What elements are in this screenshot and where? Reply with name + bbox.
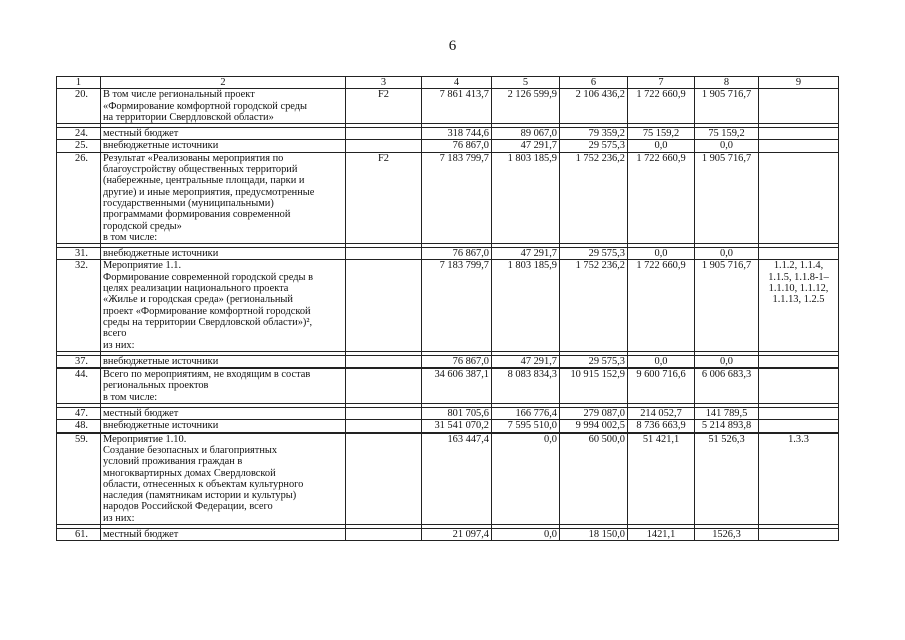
column-header: 9	[759, 77, 839, 89]
amount-cell: 34 606 387,1	[422, 368, 492, 403]
amount-cell: 1 803 185,9	[492, 152, 560, 243]
table-row	[57, 128, 839, 140]
amount-cell: 47 291,7	[492, 355, 560, 368]
row-name-line: в том числе:	[103, 231, 158, 243]
target-ref-cell	[759, 420, 839, 433]
amount-cell: 0,0	[492, 528, 560, 540]
amount-cell: 1 722 660,9	[628, 260, 695, 351]
row-number: 59.	[57, 433, 101, 525]
amount-cell: 29 575,3	[560, 248, 628, 260]
table-row	[57, 528, 839, 540]
row-code	[346, 355, 422, 368]
row-name-line: в том числе:	[103, 391, 158, 403]
row-code	[346, 248, 422, 260]
amount-cell: 214 052,7	[628, 408, 695, 420]
row-name-line: из них:	[103, 339, 135, 351]
amount-cell: 1 905 716,7	[695, 260, 759, 351]
row-number: 31.	[57, 248, 101, 260]
amount-cell: 8 736 663,9	[628, 420, 695, 433]
row-name	[101, 408, 346, 420]
column-header: 6	[560, 77, 628, 89]
table-row	[57, 408, 839, 420]
amount-cell: 7 595 510,0	[492, 420, 560, 433]
amount-cell: 1421,1	[628, 528, 695, 540]
amount-cell: 10 915 152,9	[560, 368, 628, 403]
table-row	[57, 89, 839, 124]
table-row	[57, 260, 839, 351]
row-code	[346, 433, 422, 525]
row-name-line: программами формирования современной	[103, 209, 291, 221]
amount-cell: 47 291,7	[492, 248, 560, 260]
amount-cell: 89 067,0	[492, 128, 560, 140]
row-code: F2	[346, 89, 422, 124]
target-ref-cell	[759, 433, 839, 525]
row-name-line: из них:	[103, 512, 135, 524]
target-ref-line: 1.1.13, 1.2.5	[772, 294, 825, 306]
amount-cell: 0,0	[695, 355, 759, 368]
amount-cell: 0,0	[695, 248, 759, 260]
row-name-line: местный бюджет	[103, 528, 179, 540]
amount-cell: 801 705,6	[422, 408, 492, 420]
column-header: 3	[346, 77, 422, 89]
row-name-line: другие) и иные мероприятия, предусмотренные	[103, 186, 315, 198]
row-name-line: многоквартирных домах Свердловской	[103, 467, 276, 479]
row-number: 37.	[57, 355, 101, 368]
target-ref-cell	[759, 140, 839, 152]
row-name-line: народов Российской Федерации, всего	[103, 501, 273, 513]
target-ref-line: 1.1.5, 1.1.8-1–	[768, 271, 829, 283]
table-row	[57, 355, 839, 368]
row-number: 26.	[57, 152, 101, 243]
amount-cell: 7 861 413,7	[422, 89, 492, 124]
target-ref-cell	[759, 408, 839, 420]
page-number: 6	[448, 38, 457, 54]
row-code	[346, 128, 422, 140]
target-ref-cell	[759, 355, 839, 368]
target-ref-line: 1.1.2, 1.1.4,	[773, 260, 824, 272]
target-ref-line: 1.1.10, 1.1.12,	[768, 283, 829, 295]
row-name-line: местный бюджет	[103, 408, 179, 420]
table-row	[57, 420, 839, 433]
amount-cell: 0,0	[628, 248, 695, 260]
amount-cell: 7 183 799,7	[422, 260, 492, 351]
amount-cell: 9 994 002,5	[560, 420, 628, 433]
amount-cell: 47 291,7	[492, 140, 560, 152]
row-name-line: региональных проектов	[103, 380, 209, 392]
amount-cell: 318 744,6	[422, 128, 492, 140]
target-ref-cell	[759, 528, 839, 540]
row-name	[101, 355, 346, 368]
amount-cell: 29 575,3	[560, 140, 628, 152]
row-number: 44.	[57, 368, 101, 403]
amount-cell: 1 752 236,2	[560, 260, 628, 351]
table-body	[57, 77, 839, 541]
row-name-line: «Жилье и городская среда» (региональный	[103, 294, 293, 306]
amount-cell: 60 500,0	[560, 433, 628, 525]
row-name	[101, 368, 346, 403]
row-name-line: «Формирование комфортной городской среды	[103, 100, 308, 112]
amount-cell: 0,0	[695, 140, 759, 152]
row-code: F2	[346, 152, 422, 243]
amount-cell: 76 867,0	[422, 140, 492, 152]
amount-cell: 141 789,5	[695, 408, 759, 420]
row-number: 32.	[57, 260, 101, 351]
amount-cell: 9 600 716,6	[628, 368, 695, 403]
amount-cell: 279 087,0	[560, 408, 628, 420]
row-name-line: внебюджетные источники	[103, 355, 219, 367]
amount-cell: 8 083 834,3	[492, 368, 560, 403]
row-code	[346, 140, 422, 152]
budget-table	[56, 76, 839, 541]
row-code	[346, 420, 422, 433]
row-name-line: внебюджетные источники	[103, 248, 219, 260]
amount-cell: 0,0	[628, 140, 695, 152]
amount-cell: 76 867,0	[422, 355, 492, 368]
column-header: 2	[101, 77, 346, 89]
column-header: 8	[695, 77, 759, 89]
row-code	[346, 528, 422, 540]
table-row	[57, 248, 839, 260]
amount-cell: 166 776,4	[492, 408, 560, 420]
row-name-line: среды на территории Свердловской области»)²,	[103, 316, 313, 328]
row-name-line: внебюджетные источники	[103, 420, 219, 432]
row-number: 20.	[57, 89, 101, 124]
row-name	[101, 260, 346, 351]
amount-cell: 75 159,2	[628, 128, 695, 140]
target-ref-cell	[759, 152, 839, 243]
amount-cell: 2 126 599,9	[492, 89, 560, 124]
row-code	[346, 368, 422, 403]
row-name	[101, 420, 346, 433]
amount-cell: 163 447,4	[422, 433, 492, 525]
amount-cell: 31 541 070,2	[422, 420, 492, 433]
amount-cell: 0,0	[628, 355, 695, 368]
target-ref-cell	[759, 128, 839, 140]
row-name-line: области, отнесенных к объектам культурного	[103, 478, 304, 490]
column-header: 7	[628, 77, 695, 89]
table-row	[57, 140, 839, 152]
row-name-line: Всего по мероприятиям, не входящим в состав	[103, 369, 311, 381]
amount-cell: 51 526,3	[695, 433, 759, 525]
amount-cell: 29 575,3	[560, 355, 628, 368]
row-name	[101, 89, 346, 124]
row-name	[101, 140, 346, 152]
amount-cell: 2 106 436,2	[560, 89, 628, 124]
row-code	[346, 260, 422, 351]
row-name-line: Мероприятие 1.1.	[103, 260, 182, 272]
row-number: 47.	[57, 408, 101, 420]
column-header: 1	[57, 77, 101, 89]
row-name-line: благоустройству общественных территорий	[103, 164, 298, 176]
target-ref-cell	[759, 368, 839, 403]
row-name	[101, 528, 346, 540]
row-name-line: целях реализации национального проекта	[103, 283, 289, 295]
table-row	[57, 368, 839, 403]
row-name-line: Создание безопасных и благоприятных	[103, 444, 278, 456]
row-name	[101, 433, 346, 525]
row-name-line: условий проживания граждан в	[103, 456, 243, 468]
table-header-row	[57, 77, 839, 89]
row-name-line: на территории Свердловской области»	[103, 111, 274, 123]
table-row	[57, 152, 839, 243]
row-name-line: (набережные, центральные площади, парки и	[103, 175, 305, 187]
amount-cell: 76 867,0	[422, 248, 492, 260]
amount-cell: 0,0	[492, 433, 560, 525]
amount-cell: 1 722 660,9	[628, 89, 695, 124]
row-name	[101, 128, 346, 140]
column-header: 5	[492, 77, 560, 89]
amount-cell: 1 752 236,2	[560, 152, 628, 243]
amount-cell: 1526,3	[695, 528, 759, 540]
row-name-line: Результат «Реализованы мероприятия по	[103, 152, 284, 164]
target-ref-cell	[759, 248, 839, 260]
target-ref-cell	[759, 89, 839, 124]
amount-cell: 5 214 893,8	[695, 420, 759, 433]
amount-cell: 18 150,0	[560, 528, 628, 540]
row-name-line: наследия (памятникам истории и культуры)	[103, 490, 297, 502]
row-number: 24.	[57, 128, 101, 140]
row-number: 48.	[57, 420, 101, 433]
target-ref-line: 1.3.3	[788, 433, 809, 445]
row-name	[101, 248, 346, 260]
row-name	[101, 152, 346, 243]
row-name-line: В том числе региональный проект	[103, 89, 255, 101]
row-name-line: проект «Формирование комфортной городской	[103, 305, 311, 317]
row-name-line: внебюджетные источники	[103, 140, 219, 152]
amount-cell: 1 905 716,7	[695, 152, 759, 243]
row-name-line: государственными (муниципальными)	[103, 197, 274, 209]
row-name-line: всего	[103, 328, 127, 340]
amount-cell: 75 159,2	[695, 128, 759, 140]
amount-cell: 7 183 799,7	[422, 152, 492, 243]
table-row	[57, 433, 839, 525]
amount-cell: 1 905 716,7	[695, 89, 759, 124]
row-number: 61.	[57, 528, 101, 540]
target-ref-cell	[759, 260, 839, 351]
row-name-line: местный бюджет	[103, 128, 179, 140]
amount-cell: 1 803 185,9	[492, 260, 560, 351]
row-name-line: Мероприятие 1.10.	[103, 433, 187, 445]
row-number: 25.	[57, 140, 101, 152]
amount-cell: 21 097,4	[422, 528, 492, 540]
amount-cell: 1 722 660,9	[628, 152, 695, 243]
amount-cell: 51 421,1	[628, 433, 695, 525]
row-name-line: городской среды»	[103, 220, 182, 232]
row-code	[346, 408, 422, 420]
amount-cell: 79 359,2	[560, 128, 628, 140]
row-name-line: Формирование современной городской среды в	[103, 271, 313, 283]
column-header: 4	[422, 77, 492, 89]
amount-cell: 6 006 683,3	[695, 368, 759, 403]
